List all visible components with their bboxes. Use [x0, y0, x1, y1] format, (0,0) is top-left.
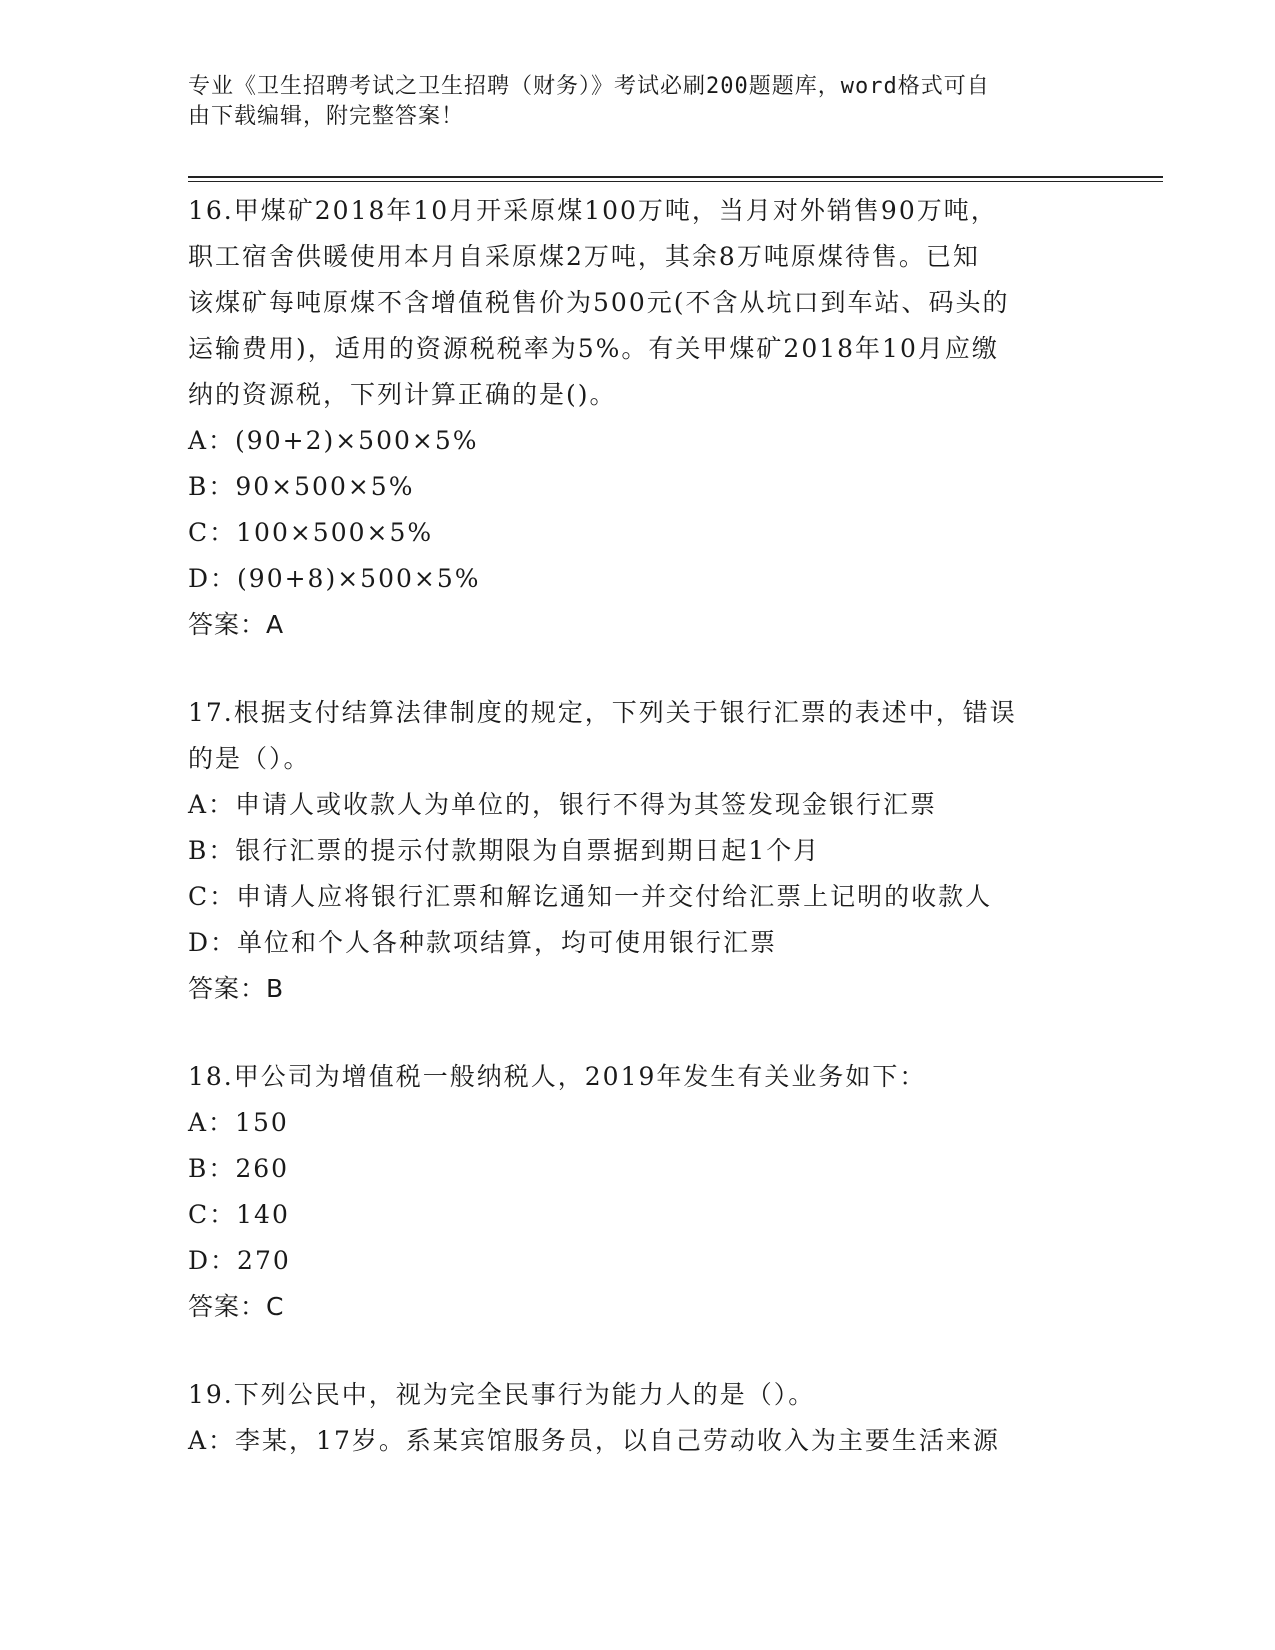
option-d: D：单位和个人各种款项结算，均可使用银行汇票	[188, 928, 778, 957]
header-line-1: 专业《卫生招聘考试之卫生招聘（财务）》考试必刷200题题库，word格式可自	[188, 74, 990, 99]
option-b: B：260	[188, 1154, 290, 1183]
option-c: C：100×500×5%	[188, 518, 434, 547]
stem-line: 18.甲公司为增值税一般纳税人，2019年发生有关业务如下：	[188, 1062, 927, 1091]
header-divider-thin	[188, 181, 1163, 182]
question-list	[188, 188, 1088, 1506]
option-a: A：(90+2)×500×5%	[188, 426, 479, 455]
question-stem	[188, 1372, 1088, 1418]
option-a: A：申请人或收款人为单位的，银行不得为其签发现金银行汇票	[188, 790, 938, 819]
header-divider-thick	[188, 176, 1163, 178]
document-header	[188, 72, 1088, 132]
option-d: D：(90+8)×500×5%	[188, 564, 481, 593]
question-17	[188, 690, 1088, 1012]
question-16	[188, 188, 1088, 648]
stem-line: 19.下列公民中，视为完全民事行为能力人的是（）。	[188, 1380, 816, 1409]
option-b: B：90×500×5%	[188, 472, 415, 501]
stem-line: 运输费用)，适用的资源税税率为5%。有关甲煤矿2018年10月应缴	[188, 334, 999, 363]
option-c: C：140	[188, 1200, 290, 1229]
option-b: B：银行汇票的提示付款期限为自票据到期日起1个月	[188, 836, 821, 865]
question-stem	[188, 690, 1088, 782]
option-a: A：李某，17岁。系某宾馆服务员，以自己劳动收入为主要生活来源	[188, 1426, 1000, 1455]
question-stem	[188, 188, 1088, 418]
stem-line: 的是（）。	[188, 744, 311, 773]
answer-line: 答案：B	[188, 974, 285, 1003]
stem-line: 16.甲煤矿2018年10月开采原煤100万吨，当月对外销售90万吨，	[188, 196, 998, 225]
option-c: C：申请人应将银行汇票和解讫通知一并交付给汇票上记明的收款人	[188, 882, 993, 911]
question-stem	[188, 1054, 1088, 1100]
answer-line: 答案：A	[188, 610, 285, 639]
option-a: A：150	[188, 1108, 289, 1137]
question-19	[188, 1372, 1088, 1464]
option-d: D：270	[188, 1246, 291, 1275]
stem-line: 职工宿舍供暖使用本月自采原煤2万吨，其余8万吨原煤待售。已知	[188, 242, 980, 271]
stem-line: 该煤矿每吨原煤不含增值税售价为500元(不含从坑口到车站、码头的	[188, 288, 1010, 317]
answer-line: 答案：C	[188, 1292, 285, 1321]
stem-line: 17.根据支付结算法律制度的规定，下列关于银行汇票的表述中，错误	[188, 698, 1017, 727]
stem-line: 纳的资源税，下列计算正确的是()。	[188, 380, 617, 409]
header-line-2: 由下载编辑，附完整答案！	[188, 104, 465, 129]
question-18	[188, 1054, 1088, 1330]
